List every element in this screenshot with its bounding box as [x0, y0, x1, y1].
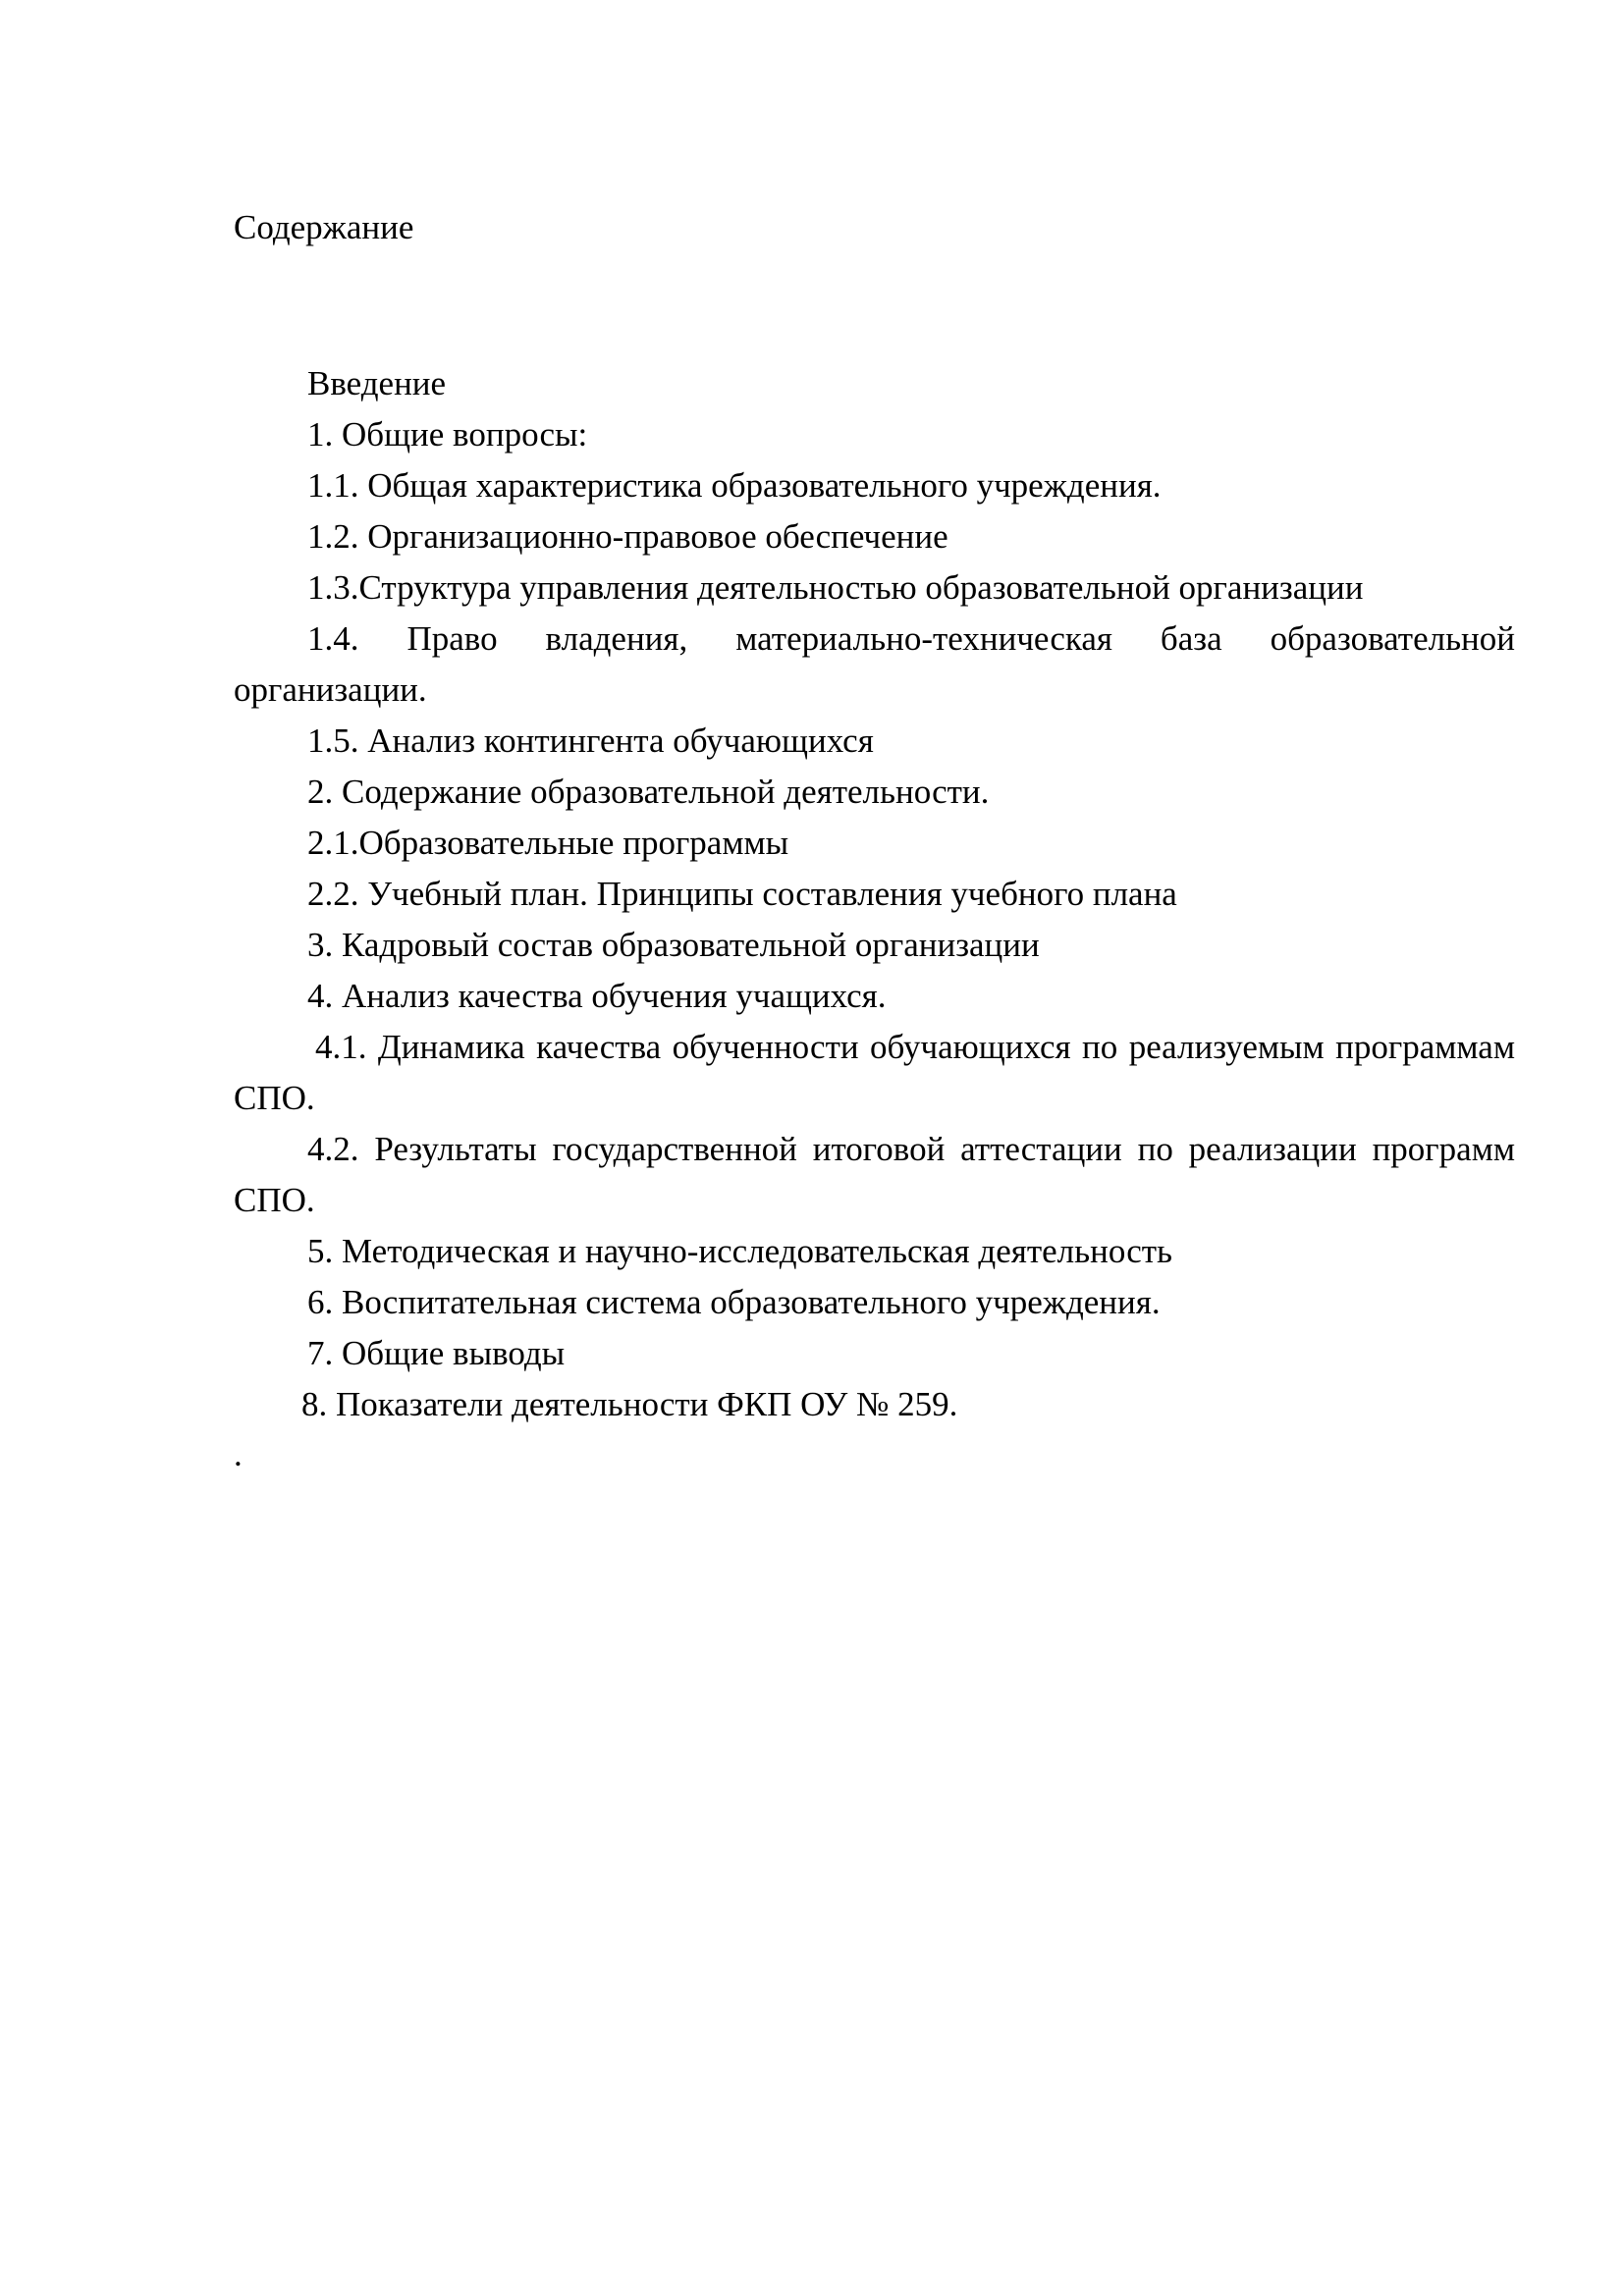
trailing-mark: . [234, 1435, 243, 1473]
toc-item-1-4: 1.4. Право владения, материально-техническая база образовательной организации. [234, 619, 1515, 709]
toc-item-8: 8. Показатели деятельности ФКП ОУ № 259. [301, 1385, 958, 1423]
toc-item-4: 4. Анализ качества обучения учащихся. [307, 977, 887, 1015]
toc-item-2: 2. Содержание образовательной деятельности. [307, 773, 990, 811]
toc-item-1-5: 1.5. Анализ контингента обучающихся [307, 721, 874, 760]
toc-item-1: 1. Общие вопросы: [307, 415, 588, 454]
toc-item-2-2: 2.2. Учебный план. Принципы составления учебного плана [307, 875, 1177, 913]
toc-item-1-3: 1.3.Структура управления деятельностью образовательной организации [307, 568, 1364, 607]
table-of-contents [234, 358, 1515, 1430]
toc-item-5: 5. Методическая и научно-исследовательская деятельность [307, 1232, 1172, 1270]
toc-item-6: 6. Воспитательная система образовательного учреждения. [307, 1283, 1161, 1321]
toc-item-introduction: Введение [307, 364, 447, 402]
page-title: Содержание [234, 208, 414, 246]
toc-item-1-1: 1.1. Общая характеристика образовательного учреждения. [307, 466, 1162, 505]
toc-item-4-2: 4.2. Результаты государственной итоговой аттестации по реализации программ СПО. [234, 1130, 1515, 1219]
toc-item-2-1: 2.1.Образовательные программы [307, 824, 789, 862]
toc-item-3: 3. Кадровый состав образовательной организации [307, 926, 1040, 964]
toc-item-7: 7. Общие выводы [307, 1334, 566, 1372]
toc-item-1-2: 1.2. Организационно-правовое обеспечение [307, 517, 948, 556]
toc-item-4-1: 4.1. Динамика качества обученности обучающихся по реализуемым программам СПО. [234, 1028, 1515, 1117]
